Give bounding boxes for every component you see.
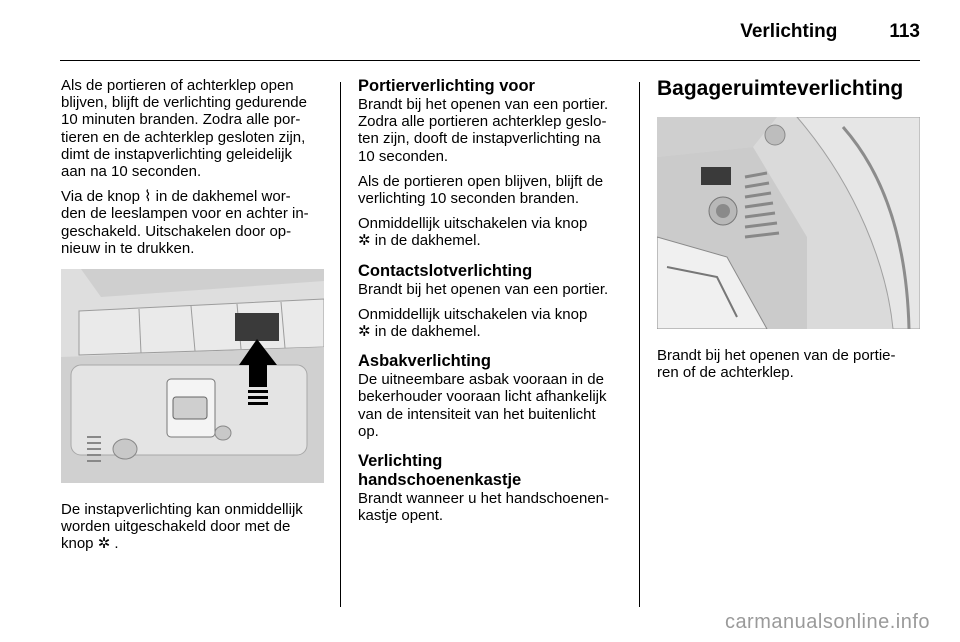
paragraph: Als de portieren of achterklep open blijven, blijft de verlichting gedurende 10 minuten branden. Zodra alle por- tieren en de achterklep gesloten zijn, dimt de instapverlichting geleidelijk aan na 10 seconden. [61, 77, 307, 181]
paragraph: Onmiddellijk uitschakelen via knop ✲ in de dakhemel. [358, 305, 588, 341]
paragraph: De instapverlichting kan onmiddellijk worden uitgeschakeld door met de knop ✲ . [61, 501, 303, 553]
heading-glovebox-lighting-line2: handschoenenkastje [358, 471, 522, 490]
roof-console-illustration [61, 269, 324, 483]
left-column [61, 77, 329, 561]
heading-glovebox-lighting-line1: Verlichting [358, 452, 443, 471]
right-column [657, 77, 925, 389]
paragraph: Onmiddellijk uitschakelen via knop ✲ in de dakhemel. [358, 215, 588, 250]
heading-luggage-lighting: Bagageruimteverlichting [657, 77, 904, 100]
column-divider-2 [639, 82, 640, 607]
paragraph: Via de knop ⌇ in de dakhemel wor- den de leeslampen voor en achter in- geschakeld. Uitschakelen door op- nieuw in te drukken. [61, 188, 309, 257]
watermark: carmanualsonline.info [724, 611, 930, 633]
header-rule [60, 60, 920, 61]
paragraph: Brandt wanneer u het handschoenen- kastje opent. [358, 490, 610, 525]
heading-ashtray-lighting: Asbakverlichting [358, 352, 491, 371]
paragraph: Brandt bij het openen van een portier. Zodra alle portieren achterklep geslo- ten zijn, dooft de instapverlichting na 10 seconden. [358, 96, 609, 165]
paragraph: De uitneembare asbak vooraan in de bekerhouder vooraan licht afhankelijk van de intensiteit van het buitenlicht op. [358, 371, 607, 440]
paragraph: Brandt bij het openen van een portier. [358, 280, 609, 298]
paragraph: Als de portieren open blijven, blijft de verlichting 10 seconden branden. [358, 172, 604, 208]
middle-column [358, 77, 626, 532]
heading-ignition-lighting: Contactslotverlichting [358, 261, 533, 280]
paragraph: Brandt bij het openen van de portie- ren of de achterklep. [657, 347, 896, 382]
luggage-compartment-illustration [657, 117, 920, 329]
page-header [740, 14, 920, 50]
section-title: Verlichting [740, 21, 838, 42]
heading-front-door-lighting: Portierverlichting voor [358, 77, 535, 95]
column-divider-1 [340, 82, 341, 607]
page-number: 113 [889, 21, 920, 42]
